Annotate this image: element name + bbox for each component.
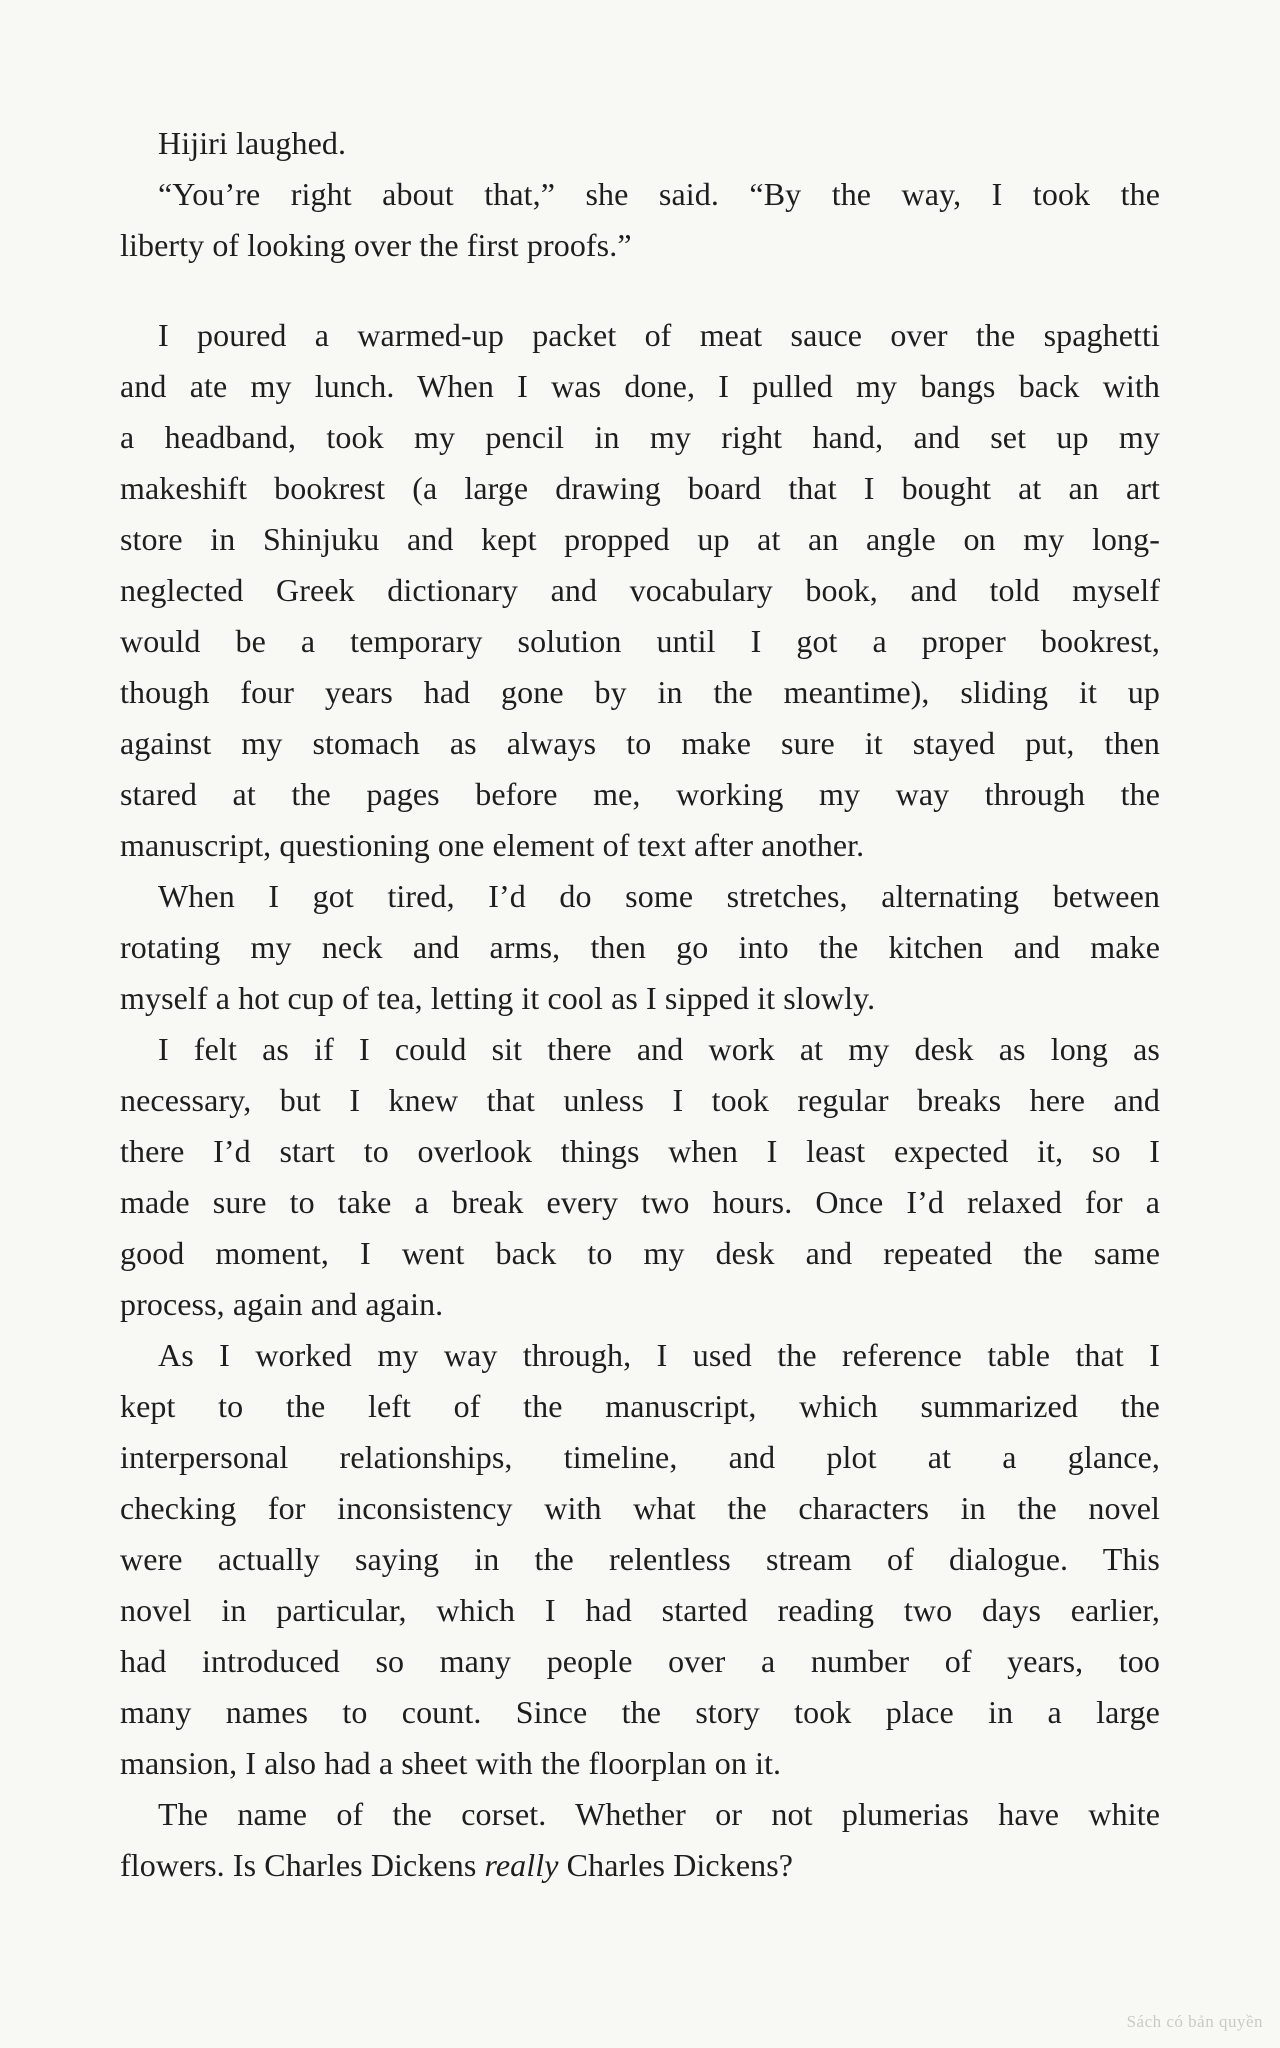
text-line: interpersonal relationships, timeline, and plot at a glance, bbox=[120, 1439, 1160, 1475]
text-line: liberty of looking over the first proofs.” bbox=[120, 227, 632, 263]
text-line: checking for inconsistency with what the characters in the novel bbox=[120, 1490, 1160, 1526]
paragraph bbox=[120, 169, 1160, 271]
text-line: a headband, took my pencil in my right hand, and set up my bbox=[120, 419, 1160, 455]
text-line: Hijiri laughed. bbox=[158, 125, 347, 161]
text-line: process, again and again. bbox=[120, 1286, 444, 1322]
text-line: makeshift bookrest (a large drawing board that I bought at an art bbox=[120, 470, 1160, 506]
text-line: “You’re right about that,” she said. “By the way, I took the bbox=[158, 176, 1160, 212]
text-line: and ate my lunch. When I was done, I pulled my bangs back with bbox=[120, 368, 1160, 404]
text-line: made sure to take a break every two hours. Once I’d relaxed for a bbox=[120, 1184, 1160, 1220]
text-line: novel in particular, which I had started reading two days earlier, bbox=[120, 1592, 1160, 1628]
text-line: against my stomach as always to make sure it stayed put, then bbox=[120, 725, 1160, 761]
text-line: The name of the corset. Whether or not plumerias have white bbox=[158, 1796, 1160, 1832]
text-line: manuscript, questioning one element of text after another. bbox=[120, 827, 865, 863]
text-line: mansion, I also had a sheet with the floorplan on it. bbox=[120, 1745, 782, 1781]
text-line: rotating my neck and arms, then go into the kitchen and make bbox=[120, 929, 1160, 965]
text-line: neglected Greek dictionary and vocabulary book, and told myself bbox=[120, 572, 1160, 608]
text-line: necessary, but I knew that unless I took regular breaks here and bbox=[120, 1082, 1160, 1118]
text-line: store in Shinjuku and kept propped up at an angle on my long- bbox=[120, 521, 1160, 557]
text-line: many names to count. Since the story took place in a large bbox=[120, 1694, 1160, 1730]
text-line: were actually saying in the relentless stream of dialogue. This bbox=[120, 1541, 1160, 1577]
text-line: kept to the left of the manuscript, which summarized the bbox=[120, 1388, 1160, 1424]
text-line: though four years had gone by in the meantime), sliding it up bbox=[120, 674, 1160, 710]
text-line: would be a temporary solution until I got a proper bookrest, bbox=[120, 623, 1160, 659]
text-line: stared at the pages before me, working my way through the bbox=[120, 776, 1160, 812]
text-line: myself a hot cup of tea, letting it cool as I sipped it slowly. bbox=[120, 980, 876, 1016]
paragraph bbox=[120, 1024, 1160, 1330]
paragraph bbox=[120, 1330, 1160, 1789]
text-line: flowers. Is Charles Dickens really Charles Dickens? bbox=[120, 1847, 794, 1883]
text-line: I felt as if I could sit there and work at my desk as long as bbox=[158, 1031, 1160, 1067]
paragraph bbox=[120, 118, 1160, 169]
text-line: had introduced so many people over a number of years, too bbox=[120, 1643, 1160, 1679]
text-line: As I worked my way through, I used the reference table that I bbox=[158, 1337, 1160, 1373]
text-line: good moment, I went back to my desk and repeated the same bbox=[120, 1235, 1160, 1271]
page-text bbox=[120, 118, 1160, 1891]
paragraph bbox=[120, 1789, 1160, 1891]
text-line: there I’d start to overlook things when I least expected it, so I bbox=[120, 1133, 1160, 1169]
text-line: When I got tired, I’d do some stretches, alternating between bbox=[158, 878, 1160, 914]
text-line: I poured a warmed-up packet of meat sauce over the spaghetti bbox=[158, 317, 1160, 353]
copyright-watermark: Sách có bản quyền bbox=[1126, 2012, 1263, 2031]
paragraph bbox=[120, 871, 1160, 1024]
paragraph bbox=[120, 310, 1160, 871]
